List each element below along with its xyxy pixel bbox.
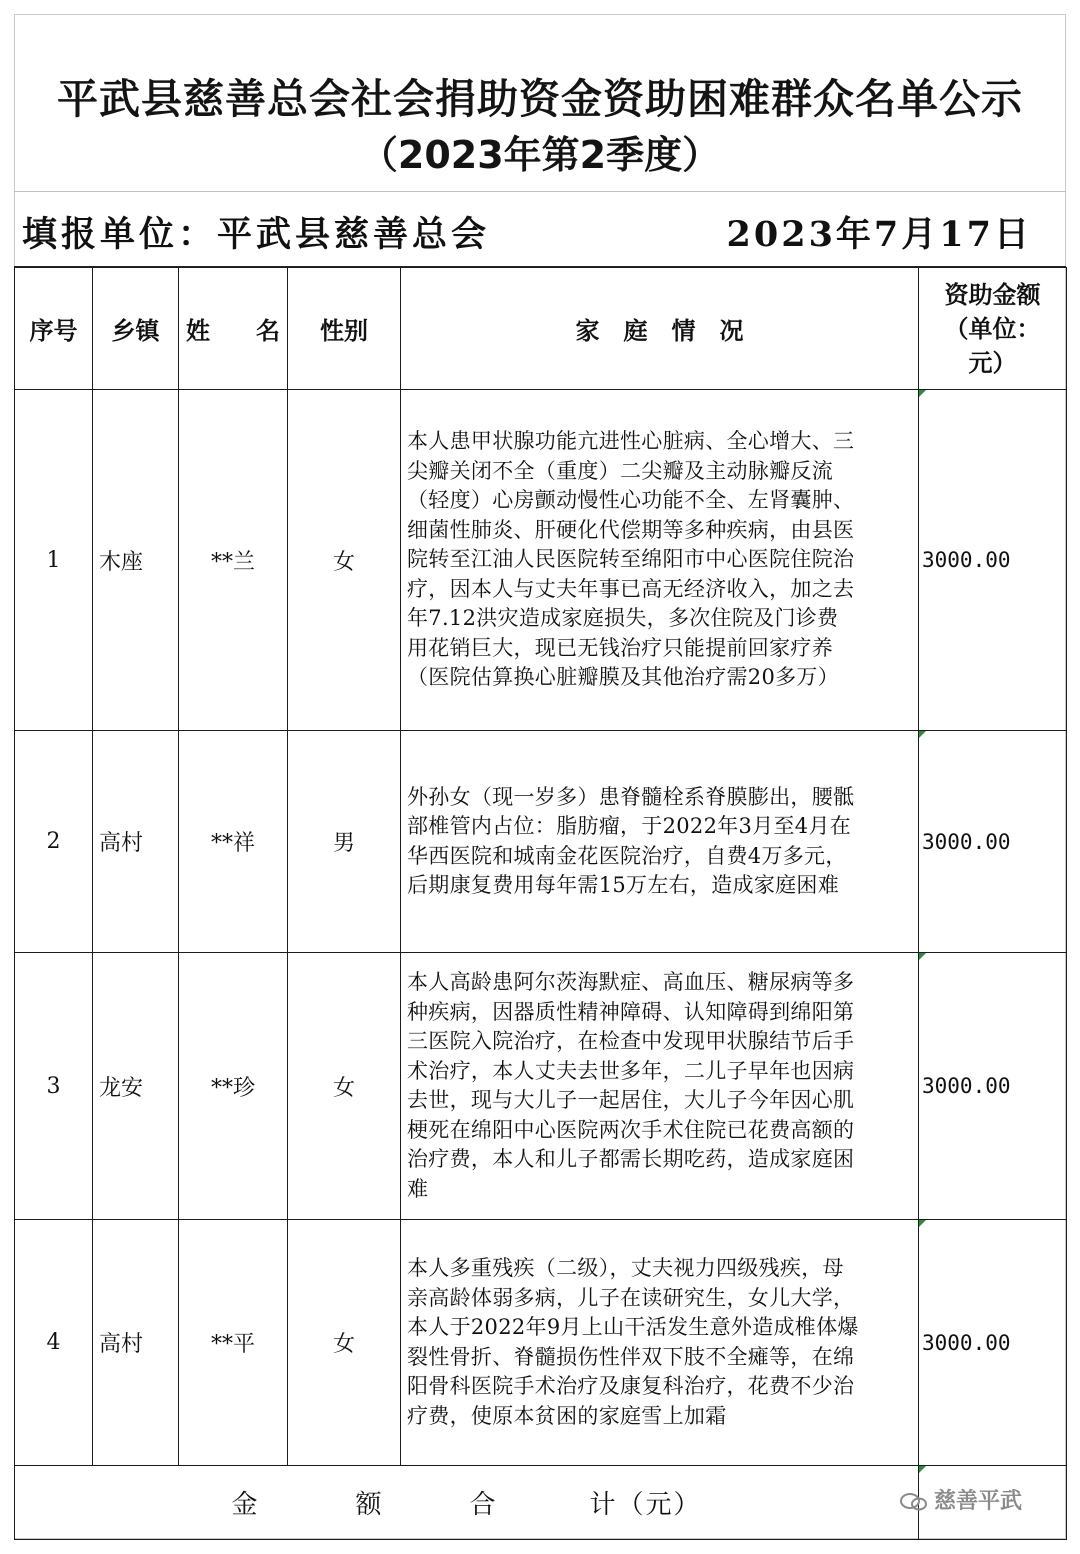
row-amount — [919, 390, 1067, 731]
row-name: **平 — [179, 1220, 288, 1466]
row-no: 4 — [15, 1220, 93, 1466]
row-amount — [919, 731, 1067, 953]
row-no: 3 — [15, 953, 93, 1220]
table-row — [15, 1220, 1067, 1466]
row-town: 高村 — [93, 731, 179, 953]
filing-unit: 填报单位：平武县慈善总会 — [22, 214, 491, 255]
amount-value: 3000.00 — [922, 1074, 1011, 1098]
row-town: 高村 — [93, 1220, 179, 1466]
family-situation-line: 年7.12洪灾造成家庭损失，多次住院及门诊费 — [407, 606, 839, 631]
family-situation-line: 外孙女（现一岁多）患脊髓栓系脊膜膨出，腰骶 — [407, 784, 855, 809]
watermark: 慈善平武 — [900, 1484, 1022, 1515]
family-situation-line: 疗费，使原本贫困的家庭雪上加霜 — [407, 1403, 727, 1428]
table-row — [15, 390, 1067, 731]
family-situation-line: 院转至江油人民医院转至绵阳市中心医院住院治 — [407, 547, 855, 572]
row-amount — [919, 953, 1067, 1220]
row-name: **祥 — [179, 731, 288, 953]
family-situation-line: 种疾病，因器质性精神障碍、认知障碍到绵阳第 — [407, 999, 855, 1024]
header-name: 姓 名 — [179, 268, 288, 390]
family-situation-line: 本人于2022年9月上山干活发生意外造成椎体爆 — [407, 1315, 859, 1339]
row-family-situation — [401, 1220, 919, 1466]
family-situation-line: 尖瓣关闭不全（重度）二尖瓣及主动脉瓣反流 — [407, 458, 833, 483]
amount-value: 3000.00 — [922, 548, 1011, 572]
amount-value: 3000.00 — [922, 1330, 1011, 1355]
row-family-situation — [401, 731, 919, 953]
family-situation-line: 梗死在绵阳中心医院两次手术住院已花费高额的 — [407, 1117, 855, 1142]
row-family-situation — [401, 953, 919, 1220]
family-situation-line: 细菌性肺炎、肝硬化代偿期等多种疾病，由县医 — [407, 517, 855, 542]
family-situation-line: 后期康复费用每年需15万左右，造成家庭困难 — [407, 873, 840, 897]
row-amount — [919, 1220, 1067, 1466]
document-subtitle: （2023年第2季度） — [359, 133, 721, 177]
table-row — [15, 731, 1067, 953]
family-situation-line: 难 — [407, 1176, 429, 1201]
row-no: 1 — [15, 390, 93, 731]
header-family: 家 庭 情 况 — [401, 268, 919, 390]
header-no: 序号 — [15, 268, 93, 390]
table-header-row — [15, 268, 1067, 390]
cell-marker — [919, 390, 926, 397]
recipient-table — [14, 267, 1067, 1540]
family-situation-line: 疗，因本人与丈夫年事已高无经济收入，加之去 — [407, 576, 855, 601]
family-situation-line: 术治疗，本人丈夫去世多年，二儿子早年也因病 — [407, 1058, 855, 1083]
filing-date: 2023年7月17日 — [726, 214, 1032, 255]
family-situation-line: 去世，现与大儿子一起居住，大儿子今年因心肌 — [407, 1088, 855, 1112]
total-label: 金 额 合 计（元） — [15, 1466, 919, 1540]
family-situation-line: （医院估算换心脏瓣膜及其他治疗需20多万） — [407, 665, 840, 690]
table-row — [15, 953, 1067, 1220]
cell-marker — [919, 1220, 926, 1227]
row-gender: 女 — [288, 953, 401, 1220]
row-gender: 男 — [288, 731, 401, 953]
family-situation-line: 本人高龄患阿尔茨海默症、高血压、糖尿病等多 — [407, 970, 855, 994]
family-situation-line: 部椎管内占位：脂肪瘤，于2022年3月至4月在 — [407, 814, 852, 838]
row-town: 龙安 — [93, 953, 179, 1220]
family-situation-line: 治疗费，本人和儿子都需长期吃药，造成家庭困 — [407, 1147, 855, 1171]
document-title: 平武县慈善总会社会捐助资金资助困难群众名单公示 — [57, 75, 1023, 123]
family-situation-line: 本人多重残疾（二级），丈夫视力四级残疾，母 — [407, 1256, 844, 1280]
header-town: 乡镇 — [93, 268, 179, 390]
cell-marker — [919, 953, 926, 960]
family-situation-line: 华西医院和城南金花医院治疗，自费4万多元， — [407, 843, 847, 868]
family-situation-line: 亲高龄体弱多病，儿子在读研究生，女儿大学， — [407, 1285, 855, 1310]
header-gender: 性别 — [288, 268, 401, 390]
row-town: 木座 — [93, 390, 179, 731]
row-name: **珍 — [179, 953, 288, 1220]
row-gender: 女 — [288, 390, 401, 731]
row-family-situation — [401, 390, 919, 731]
family-situation-line: 本人患甲状腺功能亢进性心脏病、全心增大、三 — [407, 429, 855, 454]
family-situation-line: 裂性骨折、脊髓损伤性伴双下肢不全瘫等，在绵 — [407, 1344, 855, 1369]
family-situation-line: （轻度）心房颤动慢性心功能不全、左肾囊肿、 — [407, 488, 855, 513]
row-name: **兰 — [179, 390, 288, 731]
family-situation-line: 用花销巨大，现已无钱治疗只能提前回家疗养 — [407, 635, 833, 660]
family-situation-line: 三医院入院治疗，在检查中发现甲状腺结节后手 — [407, 1029, 855, 1053]
amount-value: 3000.00 — [922, 829, 1011, 854]
chat-bubble-icon — [900, 1492, 928, 1512]
row-gender: 女 — [288, 1220, 401, 1466]
cell-marker — [919, 1466, 926, 1473]
header-amount: 资助金额 （单位： 元） — [919, 268, 1067, 390]
cell-marker — [919, 731, 926, 738]
title-block — [14, 14, 1066, 192]
row-no: 2 — [15, 731, 93, 953]
family-situation-line: 阳骨科医院手术治疗及康复科治疗，花费不少治 — [407, 1374, 855, 1398]
